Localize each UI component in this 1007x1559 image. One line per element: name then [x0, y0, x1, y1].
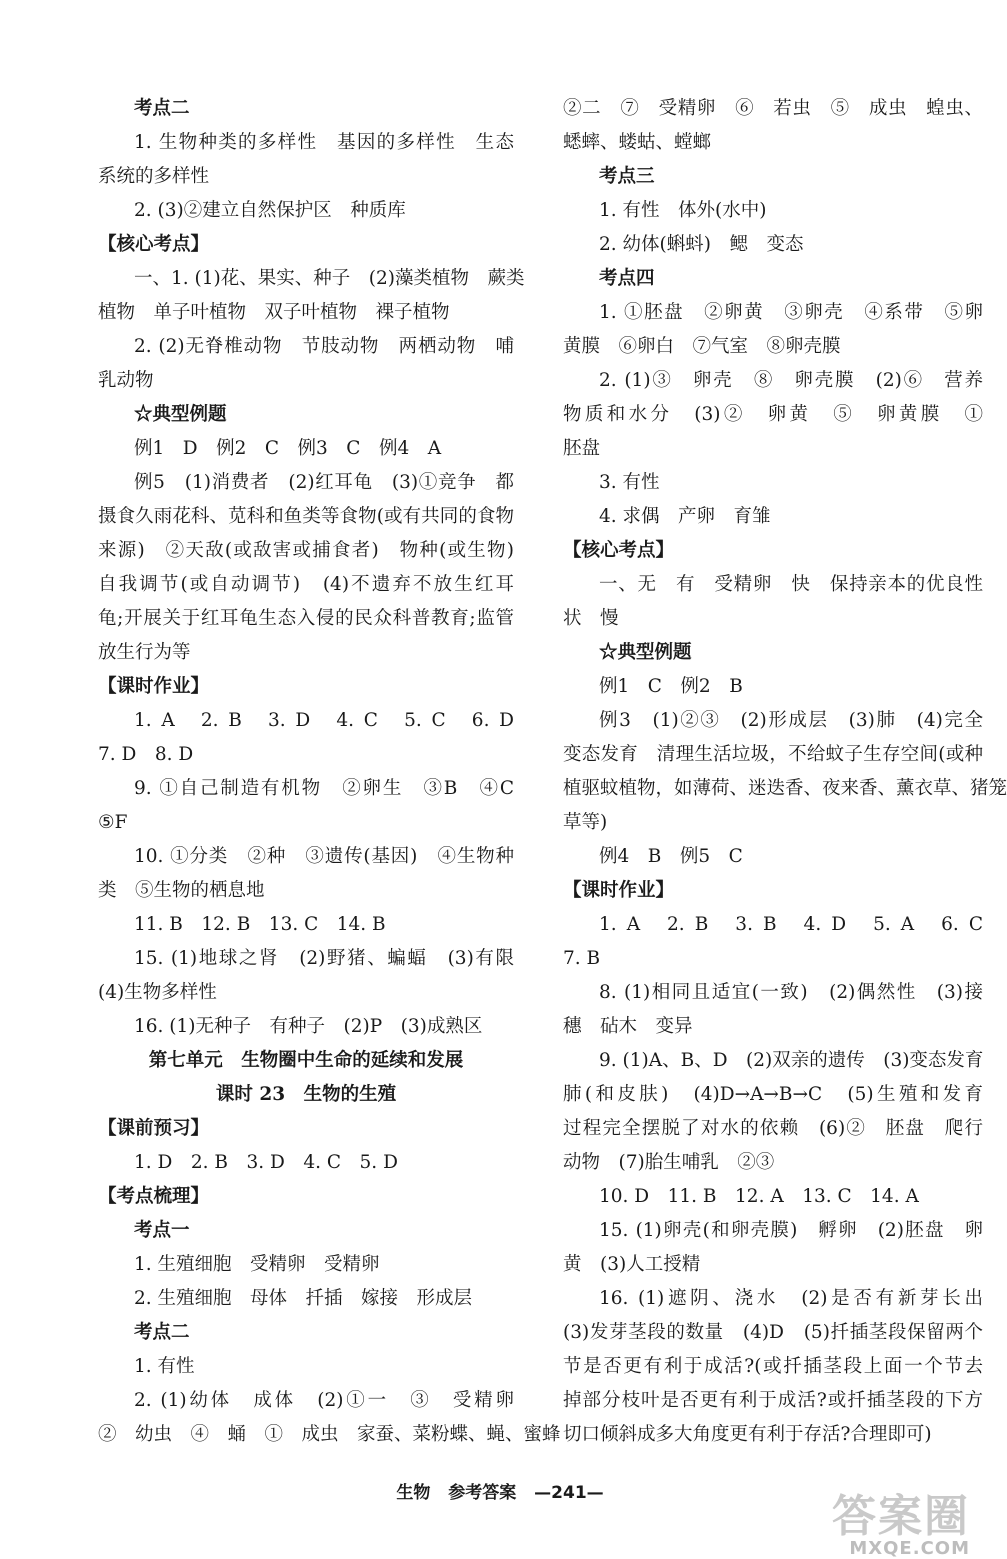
- text-line: 16. (1)无种子 有种子 (2)P (3)成熟区: [134, 1016, 483, 1037]
- text-line: 摄食久雨花科、苋科和鱼类等食物(或有共同的食物: [98, 506, 514, 527]
- text-line: 3. 有性: [599, 472, 660, 493]
- text-line: 黄膜 ⑥卵白 ⑦气室 ⑧卵壳膜: [563, 336, 841, 357]
- watermark-logo: [750, 1491, 970, 1559]
- text-line: 2. (1)③ 卵壳 ⑧ 卵壳膜 (2)⑥ 营养: [599, 370, 983, 391]
- text-line: 16. (1)遮阴、浇水 (2)是否有新芽长出: [599, 1288, 983, 1309]
- text-line: 掉部分枝叶是否更有利于成活?或扦插茎段的下方: [563, 1390, 983, 1411]
- text-line: 课时 23 生物的生殖: [215, 1084, 397, 1105]
- text-line: 放生行为等: [98, 642, 191, 663]
- text-line: 考点二: [134, 98, 190, 119]
- text-line: 一、无 有 受精卵 快 保持亲本的优良性: [599, 574, 983, 595]
- text-line: 10. D 11. B 12. A 13. C 14. A: [599, 1186, 919, 1207]
- text-line: 7. B: [563, 948, 601, 969]
- text-line: 2. 生殖细胞 母体 扦插 嫁接 形成层: [134, 1288, 473, 1309]
- text-line: 1. A 2. B 3. B 4. D 5. A 6. C: [599, 914, 983, 935]
- text-line: 【核心考点】: [98, 234, 210, 255]
- text-line: ☆典型例题: [134, 404, 227, 425]
- text-line: 考点二: [134, 1322, 190, 1343]
- text-line: 15. (1)地球之肾 (2)野猪、蝙蝠 (3)有限: [134, 948, 514, 969]
- text-line: 【课时作业】: [98, 676, 210, 697]
- footer-section: 参考答案: [448, 1483, 517, 1503]
- text-line: 例3 (1)②③ (2)形成层 (3)肺 (4)完全: [599, 710, 983, 731]
- text-line: 来源) ②天敌(或敌害或捕食者) 物种(或生物): [98, 540, 514, 561]
- text-line: 例1 D 例2 C 例3 C 例4 A: [134, 438, 442, 459]
- text-line: 1. ①胚盘 ②卵黄 ③卵壳 ④系带 ⑤卵: [599, 302, 983, 323]
- text-line: 2. (1)幼体 成体 (2)①一 ③ 受精卵: [134, 1390, 514, 1411]
- text-line: 例4 B 例5 C: [599, 846, 743, 867]
- text-line: 2. (3)②建立自然保护区 种质库: [134, 200, 406, 221]
- text-line: 4. 求偶 产卵 育雏: [599, 506, 771, 527]
- text-line: 乳动物: [98, 370, 154, 391]
- text-line: 植物 单子叶植物 双子叶植物 裸子植物: [98, 302, 450, 323]
- text-line: 状 慢: [563, 608, 619, 629]
- text-line: 2. (2)无脊椎动物 节肢动物 两栖动物 哺: [134, 336, 514, 357]
- text-line: ② 幼虫 ④ 蛹 ① 成虫 家蚕、菜粉蝶、蝇、蜜蜂: [98, 1424, 561, 1445]
- text-line: 变态发育 清理生活垃圾，不给蚊子生存空间(或种: [563, 744, 983, 765]
- text-line: 蟋蟀、蝼蛄、螳螂: [563, 132, 712, 153]
- text-line: ☆典型例题: [599, 642, 692, 663]
- text-line: 9. (1)A、B、D (2)双亲的遗传 (3)变态发育: [599, 1050, 984, 1071]
- text-line: 切口倾斜成多大角度更有利于存活?合理即可): [563, 1424, 932, 1445]
- text-line: 节是否更有利于成活?(或扦插茎段上面一个节去: [563, 1356, 983, 1377]
- text-line: 1. D 2. B 3. D 4. C 5. D: [134, 1152, 398, 1173]
- left-column: [98, 92, 561, 1452]
- text-line: 龟;开展关于红耳龟生态入侵的民众科普教育;监管: [98, 608, 514, 629]
- text-line: 肺(和皮肤) (4)D→A→B→C (5)生殖和发育: [563, 1084, 983, 1105]
- text-line: 1. 生物种类的多样性 基因的多样性 生态: [134, 132, 514, 153]
- text-line: 11. B 12. B 13. C 14. B: [134, 914, 386, 935]
- text-line: 动物 (7)胎生哺乳 ②③: [563, 1152, 775, 1173]
- text-line: 考点三: [599, 166, 655, 187]
- text-line: 例5 (1)消费者 (2)红耳龟 (3)①竞争 都: [134, 472, 514, 493]
- text-line: ②二 ⑦ 受精卵 ⑥ 若虫 ⑤ 成虫 蝗虫、: [563, 98, 983, 119]
- text-line: 穗 砧木 变异: [563, 1016, 693, 1037]
- text-line: (3)发芽茎段的数量 (4)D (5)扦插茎段保留两个: [563, 1322, 983, 1343]
- text-line: 【课时作业】: [563, 880, 675, 901]
- text-line: ⑤F: [98, 812, 128, 833]
- text-line: 草等): [563, 812, 608, 833]
- text-line: 一、1. (1)花、果实、种子 (2)藻类植物 蕨类: [134, 268, 525, 289]
- watermark-main: 答案圈: [832, 1491, 970, 1542]
- text-line: 过程完全摆脱了对水的依赖 (6)② 胚盘 爬行: [563, 1118, 983, 1139]
- text-line: 【核心考点】: [563, 540, 675, 561]
- text-line: 1. 有性: [134, 1356, 195, 1377]
- text-line: 9. ①自己制造有机物 ②卵生 ③B ④C: [134, 778, 514, 799]
- text-line: 【考点梳理】: [98, 1186, 210, 1207]
- text-line: 自我调节(或自动调节) (4)不遗弃不放生红耳: [98, 574, 514, 595]
- text-line: 例1 C 例2 B: [599, 676, 743, 697]
- footer-subject: 生物: [396, 1483, 431, 1503]
- text-line: 15. (1)卵壳(和卵壳膜) 孵卵 (2)胚盘 卵: [599, 1220, 983, 1241]
- text-line: 7. D 8. D: [98, 744, 194, 765]
- text-line: 2. 幼体(蝌蚪) 鳃 变态: [599, 234, 804, 255]
- text-line: 1. A 2. B 3. D 4. C 5. C 6. D: [134, 710, 514, 731]
- text-line: 第七单元 生物圈中生命的延续和发展: [148, 1050, 464, 1071]
- text-line: (4)生物多样性: [98, 982, 217, 1003]
- right-column: [563, 92, 1007, 1452]
- text-line: 考点一: [134, 1220, 190, 1241]
- page-number: —241—: [534, 1483, 604, 1503]
- text-line: 植驱蚊植物，如薄荷、迷迭香、夜来香、薰衣草、猪笼: [563, 778, 1007, 799]
- text-line: 【课前预习】: [98, 1118, 210, 1139]
- text-line: 类 ⑤生物的栖息地: [98, 880, 265, 901]
- text-line: 1. 生殖细胞 受精卵 受精卵: [134, 1254, 380, 1275]
- text-line: 黄 (3)人工授精: [563, 1254, 701, 1275]
- text-line: 系统的多样性: [98, 166, 210, 187]
- text-line: 8. (1)相同且适宜(一致) (2)偶然性 (3)接: [599, 982, 983, 1003]
- text-line: 胚盘: [563, 438, 601, 459]
- text-line: 1. 有性 体外(水中): [599, 200, 767, 221]
- text-line: 10. ①分类 ②种 ③遗传(基因) ④生物种: [134, 846, 514, 867]
- text-line: 考点四: [599, 268, 655, 289]
- text-line: 物质和水分 (3)② 卵黄 ⑤ 卵黄膜 ①: [563, 404, 983, 425]
- watermark-url: MXQE.COM: [849, 1538, 970, 1559]
